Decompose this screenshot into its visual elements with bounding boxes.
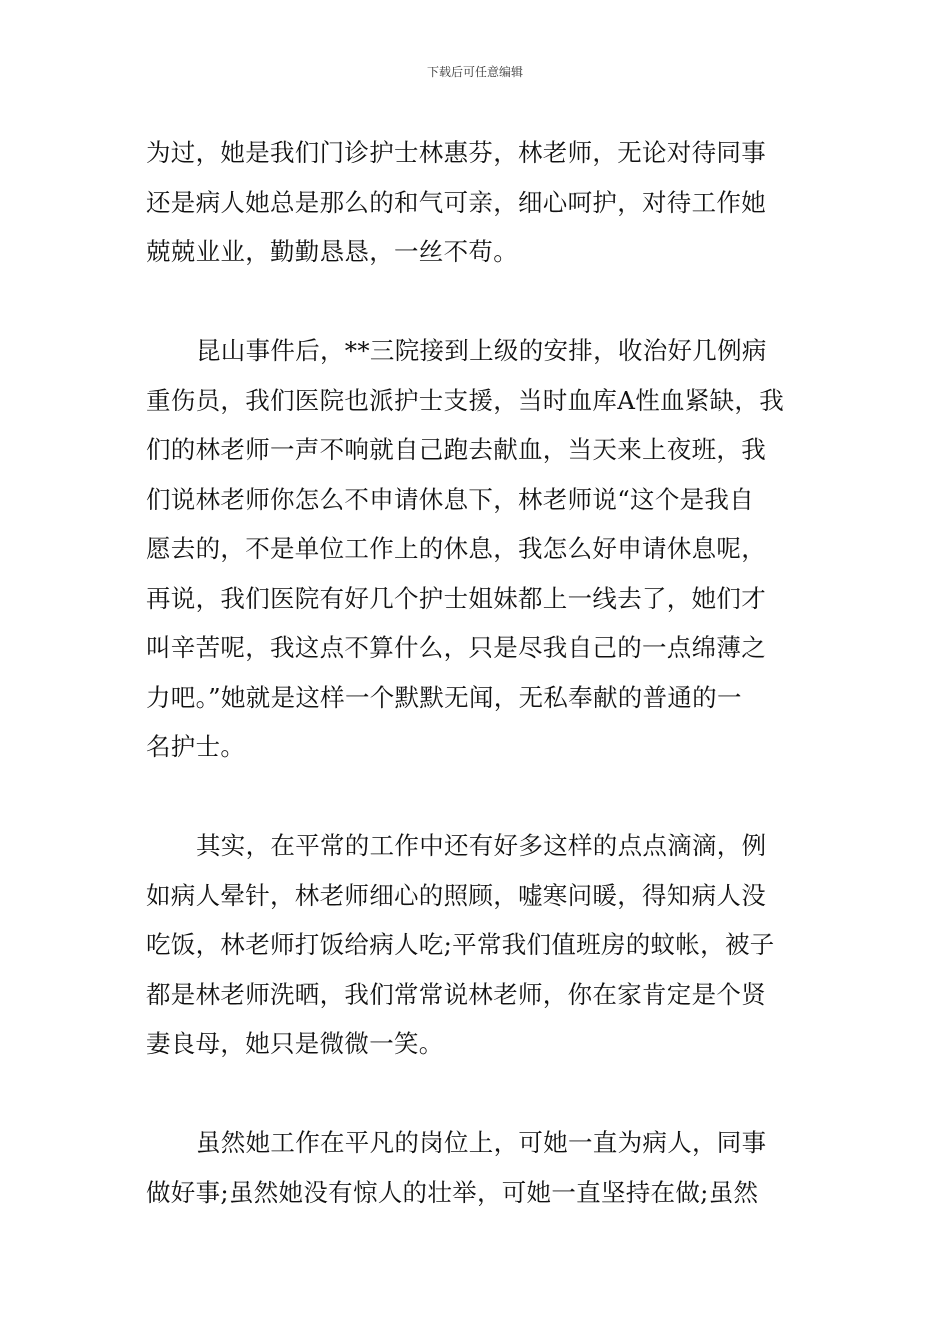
paragraph <box>146 326 806 772</box>
text-line: 吃饭，林老师打饭给病人吃;平常我们值班房的蚊帐，被子 <box>146 930 775 959</box>
text-line: 力吧。”她就是这样一个默默无闻，无私奉献的普通的一 <box>146 682 742 712</box>
text-line: 如病人晕针，林老师细心的照顾，嘘寒问暖，得知病人没 <box>146 880 766 910</box>
text-line: 做好事;虽然她没有惊人的壮举，可她一直坚持在做;虽然 <box>146 1177 759 1207</box>
paragraph <box>146 821 806 1069</box>
text-line: 重伤员，我们医院也派护士支援，当时血库A性血紧缺，我 <box>146 385 784 415</box>
page-header: 下载后可任意编辑 <box>426 65 523 79</box>
text-line: 们说林老师你怎么不申请休息下，林老师说“这个是我自 <box>146 484 755 514</box>
paragraph-gap <box>146 1069 806 1119</box>
paragraph-gap <box>146 772 806 822</box>
text-line: 再说，我们医院有好几个护士姐妹都上一线去了，她们才 <box>146 583 766 613</box>
text-line: 名护士。 <box>146 732 246 761</box>
text-line: 兢兢业业，勤勤恳恳，一丝不苟。 <box>146 237 518 266</box>
text-line: 叫辛苦呢，我这点不算什么，只是尽我自己的一点绵薄之 <box>146 633 766 662</box>
text-line: 妻良母，她只是微微一笑。 <box>146 1029 444 1058</box>
paragraph <box>146 128 806 277</box>
text-line: 为过，她是我们门诊护士林惠芬，林老师，无论对待同事 <box>146 138 766 167</box>
text-line: 愿去的，不是单位工作上的休息，我怎么好申请休息呢， <box>146 534 766 563</box>
text-line: 们的林老师一声不响就自己跑去献血，当天来上夜班，我 <box>146 435 766 464</box>
text-line: 昆山事件后，**三院接到上级的安排，收治好几例病 <box>196 336 767 365</box>
text-line: 其实，在平常的工作中还有好多这样的点点滴滴，例 <box>196 831 767 860</box>
text-line: 都是林老师洗晒，我们常常说林老师，你在家肯定是个贤 <box>146 979 766 1009</box>
paragraph-gap <box>146 277 806 327</box>
text-line: 虽然她工作在平凡的岗位上，可她一直为病人，同事 <box>196 1128 767 1157</box>
text-line: 还是病人她总是那么的和气可亲，细心呵护，对待工作她 <box>146 187 766 217</box>
paragraph <box>146 1118 806 1217</box>
document-body <box>146 128 806 1217</box>
